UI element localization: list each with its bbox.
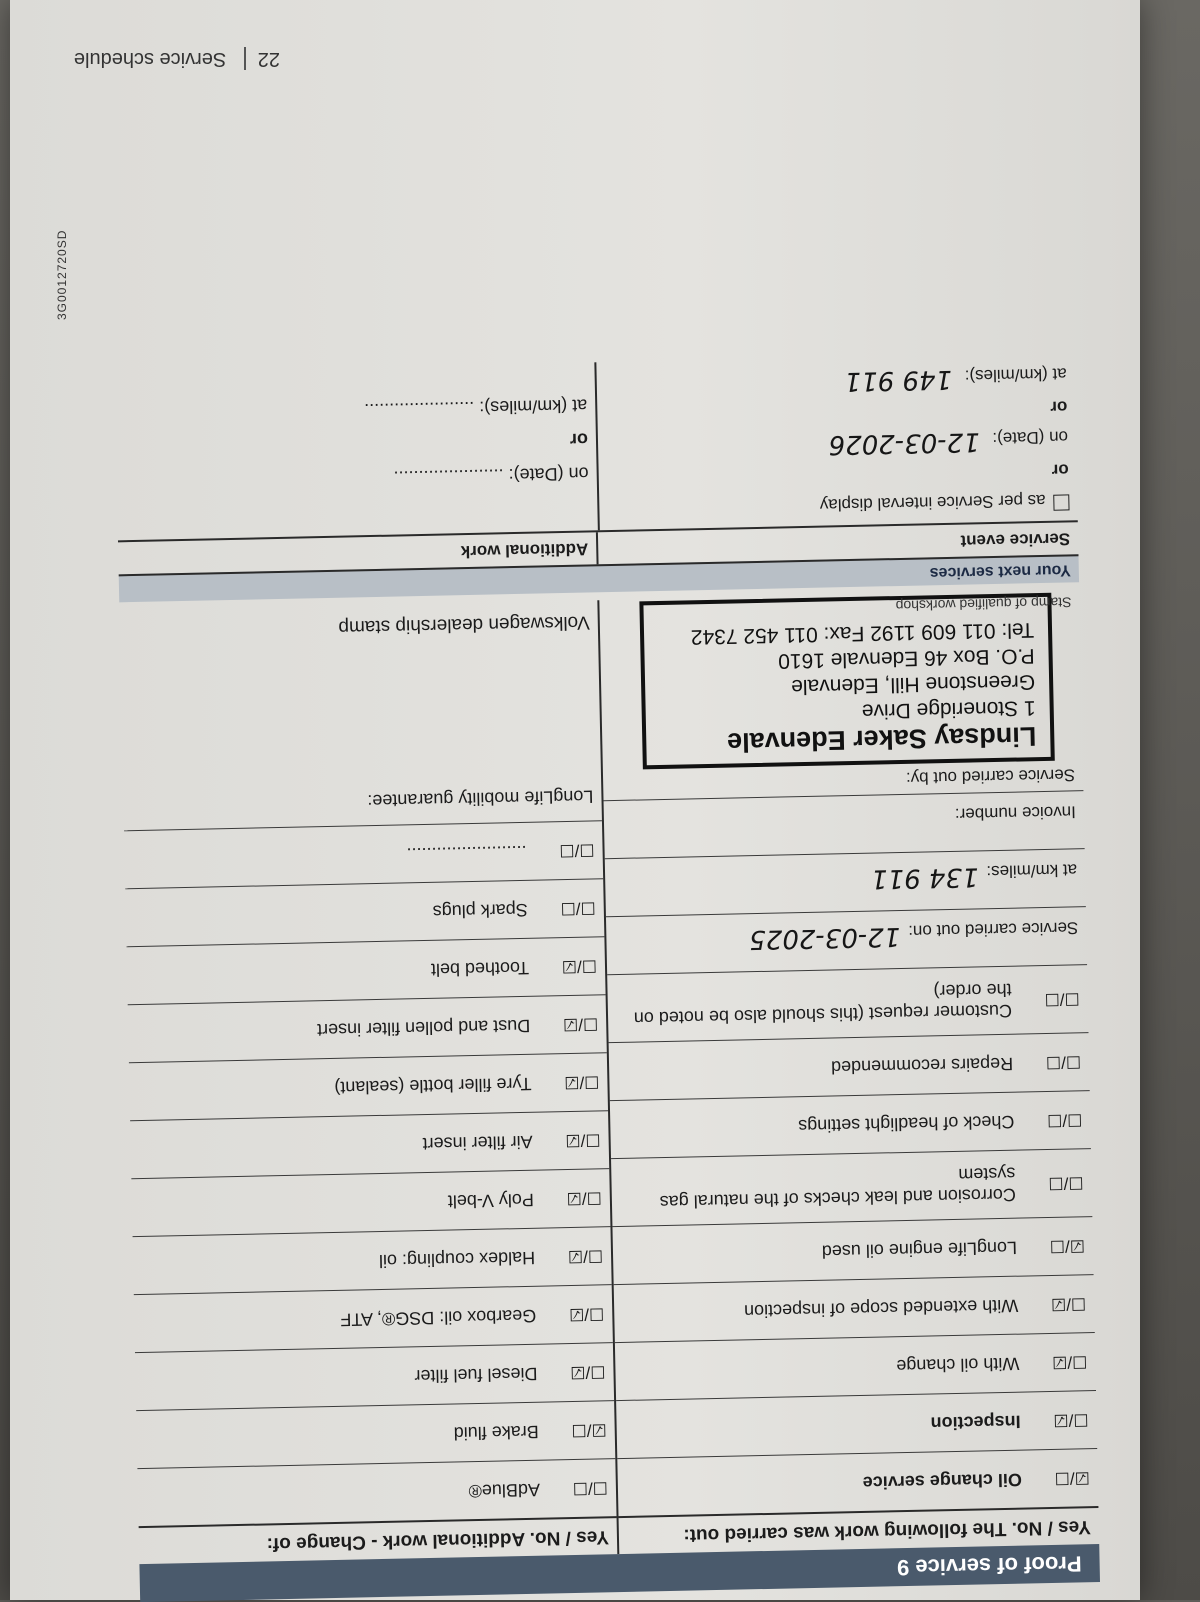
next-km-label: at (km/miles): bbox=[964, 364, 1067, 386]
or-2: or bbox=[1050, 397, 1068, 417]
additional-item-label: Brake fluid bbox=[453, 1421, 539, 1444]
stamp-line-4: Tel: 011 609 1192 Fax: 011 452 7342 bbox=[690, 618, 1035, 649]
next-services-bar: Your next services bbox=[119, 554, 1079, 602]
interval-checkbox[interactable] bbox=[1053, 494, 1069, 510]
stamp-name: Lindsay Saker Edenvale bbox=[726, 721, 1037, 758]
km-row bbox=[605, 848, 1086, 916]
work-item-yes-no-checkboxes[interactable]: ☐/☐ bbox=[1045, 1052, 1082, 1073]
additional-item-label: Gearbox oil: DSG®, ATF bbox=[340, 1305, 537, 1330]
additional-item-yes-no-checkboxes[interactable]: ☐/☑ bbox=[565, 1130, 601, 1151]
additional-item-row bbox=[128, 994, 607, 1062]
doc-code: 3G0012720SD bbox=[55, 229, 69, 320]
workshop-stamp bbox=[639, 593, 1054, 770]
work-item-row bbox=[615, 1332, 1096, 1400]
work-item-yes-no-checkboxes[interactable]: ☐/☐ bbox=[1048, 1173, 1084, 1194]
next-additional-km[interactable]: at (km/miles): ...................... bbox=[364, 395, 588, 421]
next-date-label: on (Date): bbox=[992, 427, 1069, 448]
additional-item-row bbox=[129, 1052, 608, 1120]
next-km-value[interactable]: 149 911 bbox=[844, 363, 953, 397]
additional-item-row bbox=[137, 1458, 616, 1526]
service-booklet-page bbox=[10, 0, 1140, 1600]
additional-item-label: ........................ bbox=[406, 841, 527, 865]
additional-item-yes-no-checkboxes[interactable]: ☐/☑ bbox=[567, 1246, 604, 1267]
km-value[interactable]: 134 911 bbox=[870, 861, 979, 894]
work-item-row bbox=[609, 1032, 1090, 1100]
service-date-value[interactable]: 12-03-2025 bbox=[748, 921, 901, 955]
or-1: or bbox=[1051, 460, 1069, 480]
additional-item-label: Diesel fuel filter bbox=[414, 1363, 538, 1387]
page-footer bbox=[74, 47, 280, 70]
service-carried-out-by-area bbox=[599, 590, 1083, 800]
additional-item-row bbox=[130, 1110, 609, 1178]
interval-display-label: as per Service interval display bbox=[819, 490, 1046, 515]
additional-items-list bbox=[124, 820, 616, 1526]
next-service-event bbox=[594, 352, 1077, 530]
additional-item-label: Poly V-belt bbox=[447, 1189, 535, 1212]
page-number: 22 bbox=[244, 47, 280, 70]
additional-item-row bbox=[126, 936, 605, 1004]
work-item-yes-no-checkboxes[interactable]: ☐/☑ bbox=[1053, 1410, 1089, 1431]
work-item-label: Oil change service bbox=[862, 1469, 1023, 1493]
work-item-label: LongLife engine oil used bbox=[821, 1237, 1018, 1262]
additional-item-yes-no-checkboxes[interactable]: ☐/☑ bbox=[566, 1188, 603, 1209]
longlife-guarantee: LongLife mobility guarantee: bbox=[367, 786, 594, 812]
work-item-label: With extended scope of inspection bbox=[743, 1295, 1019, 1322]
service-event-header: Service event bbox=[596, 522, 1079, 564]
additional-item-label: Haldex coupling: oil bbox=[378, 1247, 536, 1272]
additional-item-yes-no-checkboxes[interactable]: ☐/☑ bbox=[564, 1072, 600, 1093]
km-label: at km/miles: bbox=[986, 860, 1078, 882]
additional-item-yes-no-checkboxes[interactable]: ☐/☑ bbox=[568, 1304, 605, 1325]
invoice-label: Invoice number: bbox=[954, 802, 1077, 824]
additional-item-label: Toothed belt bbox=[430, 957, 530, 980]
additional-work-header: Additional work bbox=[460, 539, 589, 562]
stamp-line-3: P.O. Box 46 Edenvale 1610 bbox=[777, 644, 1035, 673]
service-date-row bbox=[606, 906, 1087, 974]
page-title: Proof of service 9 bbox=[139, 1544, 1100, 1602]
work-item-label: With oil change bbox=[896, 1353, 1020, 1377]
work-items-list bbox=[607, 964, 1098, 1516]
work-item-label: Repairs recommended bbox=[830, 1053, 1014, 1078]
additional-item-row bbox=[133, 1226, 612, 1294]
work-item-row bbox=[610, 1090, 1091, 1158]
work-item-row bbox=[611, 1148, 1092, 1226]
next-additional-date[interactable]: on (Date): ...................... bbox=[393, 463, 589, 488]
additional-item-row bbox=[134, 1284, 613, 1352]
work-item-label: Check of headlight settings bbox=[798, 1111, 1015, 1137]
additional-item-label: AdBlue® bbox=[468, 1479, 541, 1502]
additional-item-yes-no-checkboxes[interactable]: ☐/☐ bbox=[560, 898, 596, 919]
work-item-yes-no-checkboxes[interactable]: ☐/☑ bbox=[1050, 1294, 1087, 1315]
work-item-row bbox=[607, 964, 1088, 1042]
work-item-yes-no-checkboxes[interactable]: ☐/☐ bbox=[1044, 989, 1080, 1010]
stamp-caption: Stamp of qualified workshop bbox=[895, 594, 1072, 615]
carried-out-by-label: Service carried out by: bbox=[905, 765, 1076, 788]
vw-dealership-stamp-label: Volkswagen dealership stamp bbox=[338, 611, 591, 638]
additional-item-label: Dust and pollen filter insert bbox=[316, 1015, 531, 1041]
work-item-yes-no-checkboxes[interactable]: ☐/☐ bbox=[1046, 1110, 1083, 1131]
right-header: Yes / No. Additional work - Change of: bbox=[139, 1516, 618, 1564]
additional-item-yes-no-checkboxes[interactable]: ☐/☑ bbox=[562, 1014, 599, 1035]
invoice-row bbox=[604, 790, 1085, 858]
service-date-label: Service carried out on: bbox=[908, 918, 1079, 941]
next-additional-work bbox=[116, 362, 597, 540]
work-columns bbox=[119, 590, 1099, 1564]
additional-item-row bbox=[131, 1168, 610, 1236]
work-item-label: Customer request (this should also be noted on the order) bbox=[633, 980, 1013, 1030]
work-item-row bbox=[616, 1390, 1097, 1458]
additional-item-row bbox=[124, 820, 603, 888]
section-name: Service schedule bbox=[73, 48, 227, 70]
or-3: or bbox=[569, 429, 589, 450]
work-item-row bbox=[617, 1448, 1098, 1516]
work-item-yes-no-checkboxes[interactable]: ☐/☑ bbox=[1051, 1352, 1088, 1373]
additional-work-column bbox=[119, 600, 617, 1564]
additional-item-yes-no-checkboxes[interactable]: ☐/☑ bbox=[570, 1362, 606, 1383]
additional-item-label: Air filter insert bbox=[422, 1131, 533, 1155]
additional-item-yes-no-checkboxes[interactable]: ☐/☑ bbox=[561, 956, 598, 977]
work-item-row bbox=[612, 1216, 1093, 1284]
stamp-line-2: Greenstone Hill, Edenvale bbox=[790, 670, 1036, 699]
additional-item-label: Tyre filler bottle (sealant) bbox=[334, 1073, 532, 1098]
work-item-label: Corrosion and leak checks of the natural gas system bbox=[659, 1164, 1017, 1213]
additional-item-row bbox=[136, 1400, 615, 1468]
additional-item-label: Spark plugs bbox=[432, 899, 529, 922]
work-item-label: Inspection bbox=[930, 1411, 1021, 1434]
next-date-value[interactable]: 12-03-2026 bbox=[828, 426, 981, 460]
work-carried-out-column bbox=[597, 590, 1099, 1554]
additional-item-row bbox=[125, 878, 604, 946]
stamp-line-1: 1 Stoneridge Drive bbox=[861, 696, 1036, 723]
left-header: Yes / No. The following work was carried out: bbox=[619, 1506, 1100, 1554]
proof-of-service-form bbox=[114, 352, 1100, 1602]
additional-item-yes-no-checkboxes[interactable]: ☑/☐ bbox=[571, 1420, 607, 1441]
work-item-row bbox=[614, 1274, 1095, 1342]
next-services-body bbox=[114, 352, 1077, 540]
work-item-yes-no-checkboxes[interactable]: ☑/☐ bbox=[1054, 1468, 1091, 1489]
additional-item-yes-no-checkboxes[interactable]: ☐/☐ bbox=[559, 840, 595, 861]
additional-item-yes-no-checkboxes[interactable]: ☐/☐ bbox=[572, 1478, 609, 1499]
additional-item-row bbox=[135, 1342, 614, 1410]
work-item-yes-no-checkboxes[interactable]: ☑/☐ bbox=[1049, 1236, 1086, 1257]
